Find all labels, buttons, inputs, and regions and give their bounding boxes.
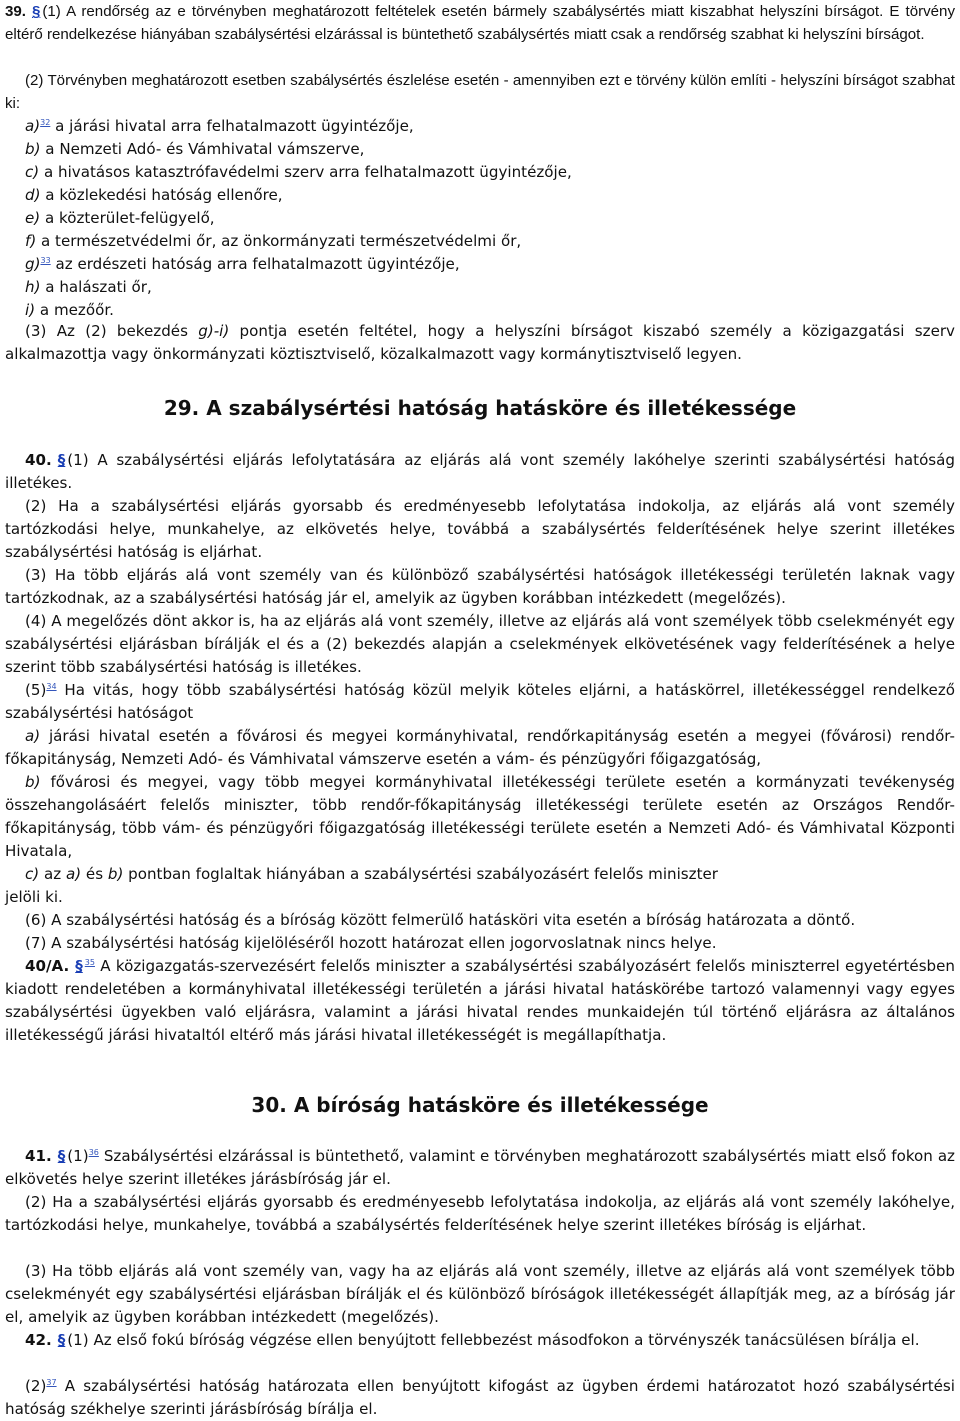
paragraph-text: Ha vitás, hogy több szabálysértési hatóság közül melyik köteles eljárni, a hatáskörrel, illetékességgel rendelkező szabálysértési hatóságot	[5, 681, 955, 722]
footnote-link[interactable]: 35	[84, 958, 95, 967]
list-item-d	[25, 184, 955, 207]
paragraph-text: (2) Törvényben meghatározott esetben szabálysértés észlelése esetén - amennyiben ezt e törvény külön említi - helyszíni bírságot szabhat ki:	[5, 72, 955, 112]
paragraph-39-1	[5, 0, 955, 46]
list-label: c)	[25, 865, 40, 883]
article-number: 41.	[25, 1147, 52, 1165]
section-link[interactable]: §	[31, 3, 41, 20]
paragraph-text: Szabálysértési elzárással is büntethető, valamint e törvényben meghatározott szabálysértés miatt első fokon az elkövetés helye szerint illetékes járásbíróság jár el.	[5, 1147, 955, 1188]
paragraph-text: (2) Ha a szabálysértési eljárás gyorsabb és eredményesebb lefolytatása indokolja, az eljárás alá vont személy lakóhelye, tartózkodási helye, munkahelye, továbbá a szabálysértés felderítésének helye szerint illetékes bíróság is eljárhat.	[5, 1193, 955, 1234]
paragraph-42-2	[5, 1375, 955, 1421]
list-label: a)	[25, 727, 41, 745]
paragraph-40-5-end: jelöli ki.	[5, 888, 63, 906]
paragraph-41-1	[5, 1145, 955, 1191]
footnote-link[interactable]: 37	[46, 1378, 57, 1387]
footnote-link[interactable]: 34	[46, 682, 57, 691]
list-text: a közlekedési hatóság ellenőre,	[40, 186, 283, 204]
paragraph-41-3	[5, 1260, 955, 1329]
footnote-link[interactable]: 33	[40, 256, 51, 265]
point-reference: b)	[107, 865, 124, 883]
section-link[interactable]: §	[57, 1331, 66, 1349]
list-item-h	[25, 276, 955, 299]
section-link[interactable]: §	[75, 957, 83, 975]
paragraph-text: (2) Ha a szabálysértési eljárás gyorsabb és eredményesebb lefolytatása indokolja, az eljárás alá vont személy tartózkodási helye, munkahelye, az elkövetés helye, továbbá a szabálysértés felderítésének helye szerint illetékes szabálysértési hatóság is eljárhat.	[5, 497, 955, 561]
list-label: i)	[25, 301, 36, 319]
paragraph-text: (3) Ha több eljárás alá vont személy van és különböző szabálysértési hatóságok illetékességi területén laknak vagy tartózkodnak, az a szabálysértési hatóság jár el, amelyik az ügyben korábban intézkedett (megelőzés).	[5, 566, 955, 607]
paragraph-40a	[5, 955, 955, 1047]
paragraph-text: (1) Az első fokú bíróság végzése ellen benyújtott fellebbezést másodfokon a törvényszék tanácsülésen bírálja el.	[67, 1331, 920, 1349]
list-label: b)	[25, 140, 41, 158]
paragraph-number: (2)	[25, 1377, 47, 1395]
footnote-link[interactable]: 32	[40, 118, 51, 127]
list-text: és	[81, 865, 108, 883]
paragraph-39-3	[5, 320, 955, 366]
paragraph-40-2	[5, 495, 955, 564]
paragraph-text: A közigazgatás-szervezésért felelős miniszter a szabálysértési szabályozásért felelős miniszterrel egyetértésben kiadott rendeletében a kormányhivatal illetékességi területén a járási hivatal hatáskörébe tartozó valamennyi vagy egyes szabálysértési ügyekben való eljárásra, valamint a járási hivatal rendes munkaidején túl történő eljárásra az általános illetékességű járási hivataltól eltérő más járási hivatal illetékességét is megállapíthatja.	[5, 957, 955, 1044]
list-item-b	[25, 138, 955, 161]
list-text: az erdészeti hatóság arra felhatalmazott ügyintézője,	[50, 255, 460, 273]
paragraph-text: (1) A rendőrség az e törvényben meghatározott feltételek esetén bármely szabálysértés miatt kiszabhat helyszíni bírságot. E törvény eltérő rendelkezése hiányában szabálysértési elzárással is büntethető szabálysértés miatt csak a rendőrség szabhat ki helyszíni bírságot.	[5, 3, 955, 43]
list-item-g	[25, 253, 955, 276]
list-text: a természetvédelmi őr, az önkormányzati természetvédelmi őr,	[36, 232, 522, 250]
list-label: a)	[25, 117, 41, 135]
paragraph-40-5-c	[25, 863, 955, 886]
section-heading-30: 30. A bíróság hatásköre és illetékessége	[251, 1093, 709, 1117]
article-number: 40.	[25, 451, 52, 469]
list-text: pontban foglaltak hiányában a szabálysértési szabályozásért felelős miniszter	[123, 865, 719, 883]
paragraph-40-3	[5, 564, 955, 610]
section-heading-29: 29. A szabálysértési hatóság hatásköre és illetékessége	[163, 396, 797, 420]
list-item-i	[25, 299, 955, 322]
paragraph-40-6	[5, 909, 955, 932]
article-number: 42.	[25, 1331, 52, 1349]
point-reference: g)-i)	[198, 322, 230, 340]
list-text: az	[39, 865, 66, 883]
paragraph-40-5-a	[5, 725, 955, 771]
list-label: h)	[25, 278, 41, 296]
section-link[interactable]: §	[57, 1147, 66, 1165]
paragraph-number: (5)	[25, 681, 47, 699]
list-text: fővárosi és megyei, vagy több megyei kormányhivatal illetékességi területe esetén a kormányzati tevékenység összehangolásáért felelős miniszter, több rendőr-főkapitányság illetékességi területe esetén az Országos Rendőr-főkapitányság, több vám- és pénzügyőri főigazgatóság illetékességi területe esetén a Nemzeti Adó- és Vámhivatal Központi Hivatala,	[5, 773, 955, 860]
paragraph-text: pontja esetén feltétel, hogy a helyszíni bírságot kiszabó személy a közigazgatási szerv alkalmazottja vagy önkormányzati köztisztviselő, közalkalmazott vagy kormánytisztviselő legyen.	[5, 322, 955, 363]
list-text: a Nemzeti Adó- és Vámhivatal vámszerve,	[40, 140, 365, 158]
paragraph-text: A szabálysértési hatóság határozata ellen benyújtott kifogást az ügyben érdemi határozatot hozó szabálysértési hatóság székhelye szerinti járásbíróság bírálja el.	[5, 1377, 955, 1418]
list-text: a járási hivatal arra felhatalmazott ügyintézője,	[50, 117, 414, 135]
paragraph-text: (4) A megelőzés dönt akkor is, ha az eljárás alá vont személy, illetve az eljárás alá vont személyek több cselekményét egy szabálysértési eljárásban bírálják el és a (2) bekezdés alapján a cselekmények elkövetésének vagy felderítésének a helye szerint több szabálysértési hatóság is illetékes.	[5, 612, 955, 676]
paragraph-41-2	[5, 1191, 955, 1237]
paragraph-text: (3) Ha több eljárás alá vont személy van, vagy ha az eljárás alá vont személy, illetve az eljárás alá vont személyek több cselekményét egy szabálysértési eljárásban bírálják el és különböző bíróságok illetékességét állapítják meg, az a bíróság jár el, amelyik az ügyben korábban intézkedett (megelőzés).	[5, 1262, 955, 1326]
article-number: 40/A.	[25, 957, 70, 975]
paragraph-text: (6) A szabálysértési hatóság és a bíróság között felmerülő hatásköri vita esetén a bíróság határozata a döntő.	[25, 911, 856, 929]
footnote-link[interactable]: 36	[88, 1148, 99, 1157]
list-text: a mezőőr.	[35, 301, 114, 319]
paragraph-40-7	[5, 932, 955, 955]
paragraph-40-5	[5, 679, 955, 725]
list-label: c)	[25, 163, 40, 181]
point-reference: a)	[65, 865, 82, 883]
section-link[interactable]: §	[57, 451, 66, 469]
paragraph-text: (1) A szabálysértési eljárás lefolytatására az eljárás alá vont személy lakóhelye szerinti szabálysértési hatóság illetékes.	[5, 451, 955, 492]
paragraph-text: (7) A szabálysértési hatóság kijelöléséről hozott határozat ellen jogorvoslatnak nincs helye.	[25, 934, 717, 952]
list-item-c	[25, 161, 955, 184]
paragraph-40-5-b	[5, 771, 955, 863]
paragraph-40-1	[5, 449, 955, 495]
list-item-a	[25, 115, 955, 138]
paragraph-text: (3) Az (2) bekezdés	[25, 322, 199, 340]
list-text: a hivatásos katasztrófavédelmi szerv arra felhatalmazott ügyintézője,	[39, 163, 572, 181]
article-number: 39.	[5, 3, 26, 20]
paragraph-39-2	[5, 69, 955, 115]
list-text: a halászati őr,	[40, 278, 152, 296]
list-text: járási hivatal esetén a fővárosi és megyei kormányhivatal, rendőrkapitányság esetén a megyei (fővárosi) rendőr-főkapitányság, Nemzeti Adó- és Vámhivatal vámszerve esetén a vám- és pénzügyőri főigazgatóság,	[5, 727, 955, 768]
paragraph-42-1	[5, 1329, 955, 1352]
list-item-e	[25, 207, 955, 230]
list-item-f	[25, 230, 955, 253]
list-text: a közterület-felügyelő,	[40, 209, 215, 227]
list-label: f)	[25, 232, 37, 250]
list-label: e)	[25, 209, 41, 227]
list-label: g)	[25, 255, 41, 273]
paragraph-40-4	[5, 610, 955, 679]
paragraph-number: (1)	[67, 1147, 89, 1165]
list-label: b)	[25, 773, 41, 791]
list-label: d)	[25, 186, 41, 204]
